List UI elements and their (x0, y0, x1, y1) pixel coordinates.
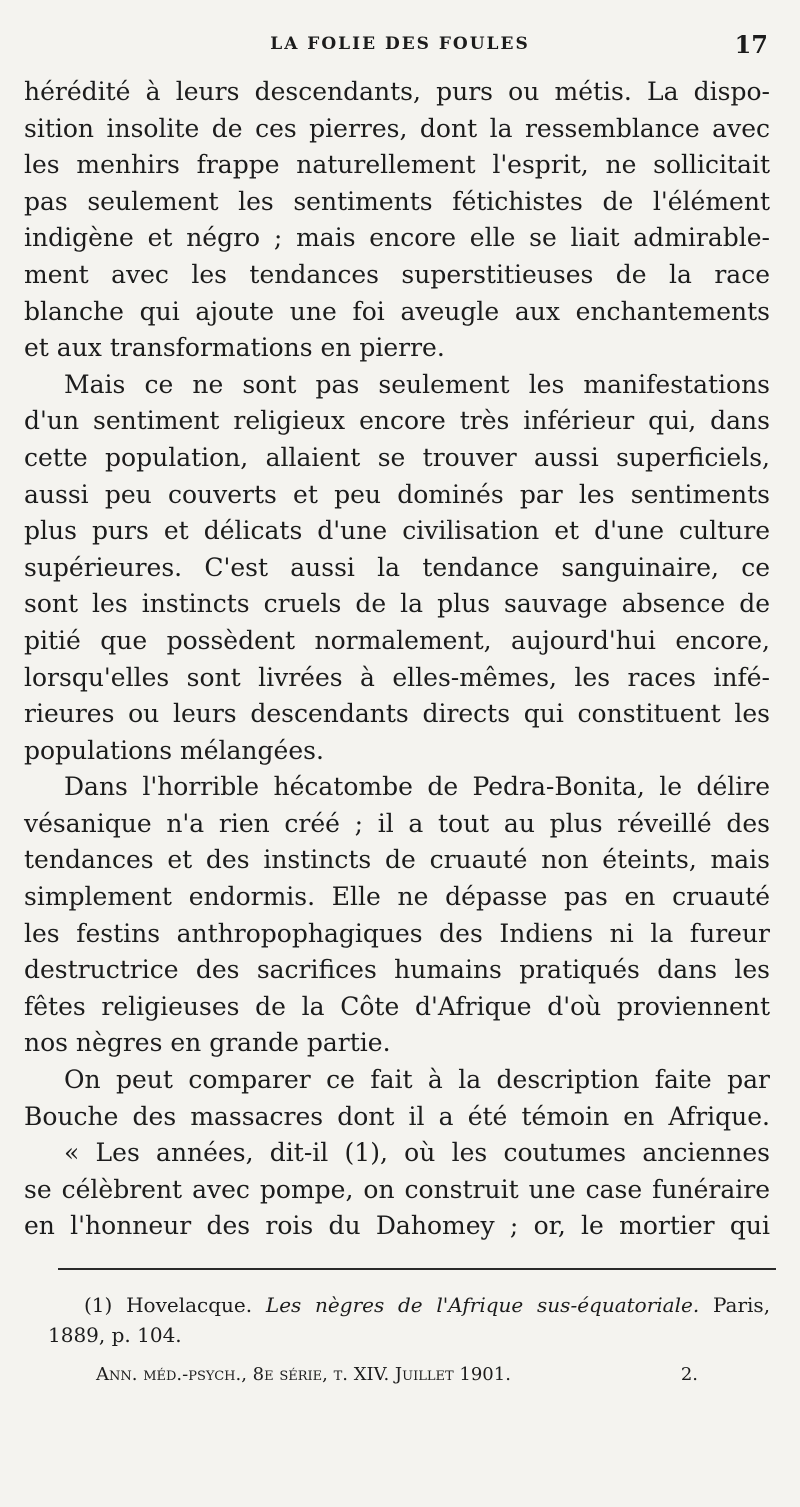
text-line: les festins anthropophagiques des Indiens ni la fureur (24, 918, 770, 948)
page-footer (96, 1364, 698, 1385)
text-line: et aux transformations en pierre. (24, 333, 445, 363)
text-line: destructrice des sacrifices humains pratiqués dans les (24, 955, 770, 985)
gathering-signature: 2. (680, 1364, 698, 1385)
text-line: Bouche des massacres dont il a été témoin en Afrique. (24, 1101, 770, 1131)
page-number: 17 (734, 30, 768, 59)
text-line: d'un sentiment religieux encore très inférieur qui, dans (24, 406, 770, 436)
text-line: lorsqu'elles sont livrées à elles-mêmes, les races infé- (24, 662, 770, 692)
footnote (48, 1290, 770, 1350)
footnote-marker: (1) Hovelacque. (84, 1293, 253, 1317)
text-line: blanche qui ajoute une foi aveugle aux enchantements (24, 296, 770, 326)
text-line: vésanique n'a rien créé ; il a tout au plus réveillé des (24, 808, 770, 838)
text-line: indigène et négro ; mais encore elle se liait admirable- (24, 223, 770, 253)
text-line: aussi peu couverts et peu dominés par les sentiments (24, 479, 770, 509)
text-line: Mais ce ne sont pas seulement les manifestations (64, 369, 770, 399)
text-line: On peut comparer ce fait à la description faite par (64, 1065, 770, 1095)
text-line: ment avec les tendances superstitieuses de la race (24, 259, 770, 289)
text-line: fêtes religieuses de la Côte d'Afrique d'où proviennent (24, 991, 770, 1021)
text-line: sont les instincts cruels de la plus sauvage absence de (24, 589, 770, 619)
footnote-place: Paris, (712, 1293, 771, 1317)
text-line: les menhirs frappe naturellement l'esprit, ne sollicitait (24, 150, 770, 180)
body-text (24, 74, 770, 1245)
text-line: supérieures. C'est aussi la tendance sanguinaire, ce (24, 552, 770, 582)
text-line: pas seulement les sentiments fétichistes de l'élément (24, 186, 770, 216)
journal-signature: Ann. méd.-psych., 8e série, t. XIV. Juillet 1901. (96, 1364, 511, 1385)
text-line: sition insolite de ces pierres, dont la ressemblance avec (24, 113, 770, 143)
running-title: LA FOLIE DES FOULES (270, 34, 530, 54)
footnote-line: 1889, p. 104. (48, 1323, 182, 1347)
text-line: cette population, allaient se trouver aussi superficiels, (24, 442, 770, 472)
text-line: plus purs et délicats d'une civilisation et d'une culture (24, 516, 770, 546)
footnote-title: Les nègres de l'Afrique sus-équatoriale. (265, 1293, 700, 1317)
text-line: tendances et des instincts de cruauté non éteints, mais (24, 845, 770, 875)
text-line: pitié que possèdent normalement, aujourd'hui encore, (24, 625, 770, 655)
text-line: en l'honneur des rois du Dahomey ; or, le mortier qui (24, 1211, 770, 1241)
text-line: Dans l'horrible hécatombe de Pedra-Bonita, le délire (64, 772, 770, 802)
text-line: rieures ou leurs descendants directs qui constituent les (24, 699, 770, 729)
text-line: se célèbrent avec pompe, on construit une case funéraire (24, 1174, 770, 1204)
footnote-line (48, 1290, 770, 1320)
text-line: nos nègres en grande partie. (24, 1028, 391, 1058)
text-line: hérédité à leurs descendants, purs ou métis. La dispo- (24, 77, 770, 106)
text-line: populations mélangées. (24, 735, 324, 765)
footnote-divider (58, 1268, 776, 1270)
text-line: « Les années, dit-il (1), où les coutumes anciennes (64, 1138, 770, 1168)
text-line: simplement endormis. Elle ne dépasse pas en cruauté (24, 882, 770, 912)
